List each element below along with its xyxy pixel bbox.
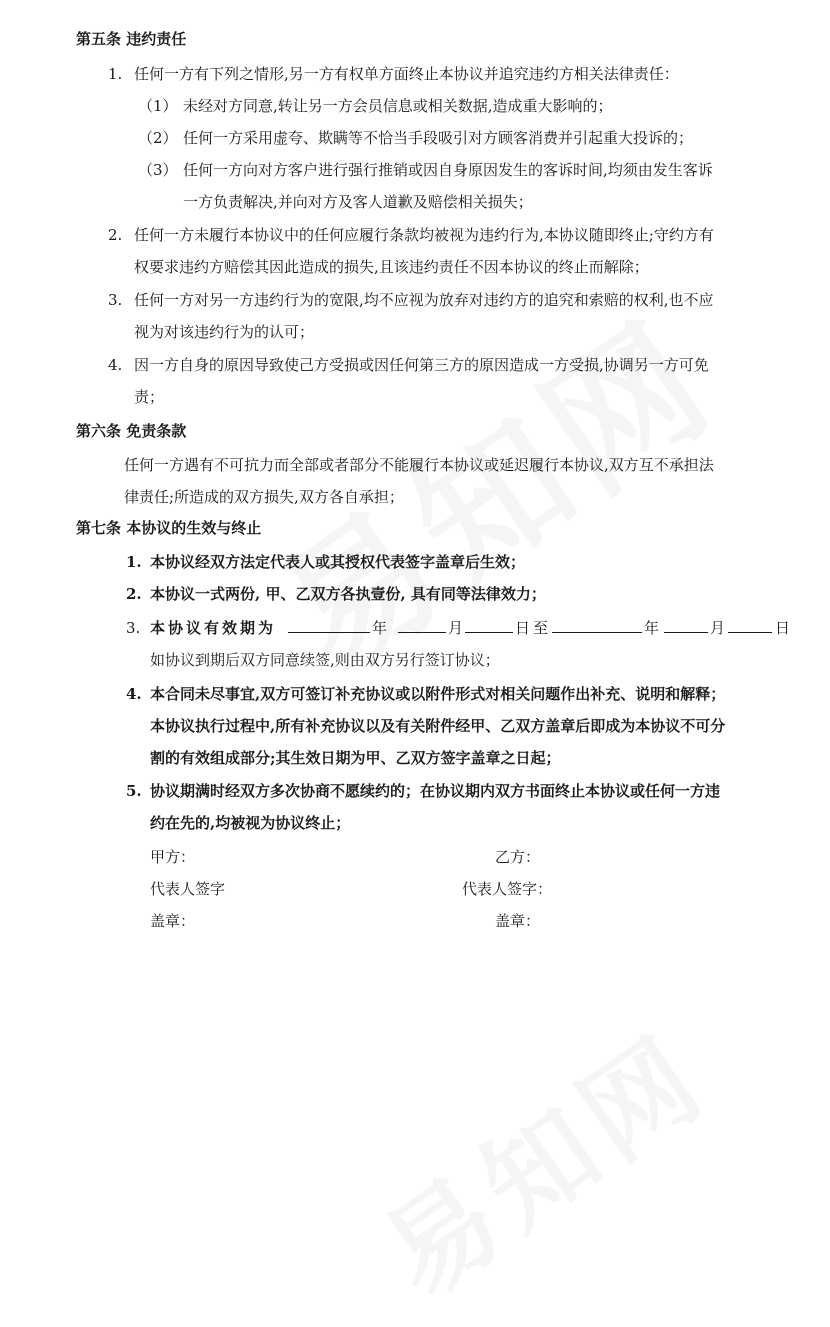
article5-title: 第五条 违约责任 bbox=[76, 30, 187, 48]
article7-item5-text: 协议期满时经双方多次协商不愿续约的；在协议期内双方书面终止本协议或任何一方违 bbox=[150, 782, 721, 800]
month-label-2: 月 bbox=[710, 619, 726, 637]
article7-item5-num: 5. bbox=[126, 782, 142, 800]
year-label-2: 年 bbox=[644, 619, 660, 637]
article6-cont: 律责任;所造成的双方损失,双方各自承担； bbox=[124, 488, 404, 506]
article7-item1-num: 1. bbox=[126, 553, 142, 571]
month-blank-1[interactable] bbox=[398, 618, 446, 633]
article5-sub2-num: （2） bbox=[138, 129, 178, 147]
article5-sub1-num: （1） bbox=[138, 97, 178, 115]
article5-item3-text: 任何一方对另一方违约行为的宽限,均不应视为放弃对违约方的追究和索赔的权利,也不应 bbox=[134, 291, 714, 309]
article7-item1-text: 本协议经双方法定代表人或其授权代表签字盖章后生效； bbox=[150, 553, 526, 571]
day-blank-2[interactable] bbox=[728, 618, 772, 633]
month-label-1: 月 bbox=[448, 619, 464, 637]
article7-title: 第七条 本协议的生效与终止 bbox=[76, 519, 262, 537]
article5-sub2-text: 任何一方采用虚夸、欺瞒等不恰当手段吸引对方顾客消费并引起重大投诉的； bbox=[183, 129, 694, 147]
month-blank-2[interactable] bbox=[664, 618, 708, 633]
rep-b-signature-label: 代表人签字： bbox=[462, 880, 553, 898]
article7-item3-cont: 如协议到期后双方同意续签,则由双方另行签订协议； bbox=[150, 651, 500, 669]
article5-item2-text: 任何一方未履行本协议中的任何应履行条款均被视为违约行为,本协议随即终止;守约方有 bbox=[134, 226, 714, 244]
article5-item3-cont: 视为对该违约行为的认可； bbox=[134, 323, 315, 341]
seal-b-label: 盖章： bbox=[495, 912, 541, 930]
seal-a-label: 盖章： bbox=[150, 912, 196, 930]
article7-item3-lead: 本协议有效期为 bbox=[150, 619, 277, 637]
article5-sub3-cont: 一方负责解决,并向对方及客人道歉及赔偿相关损失； bbox=[183, 193, 533, 211]
article7-item4-text: 本合同未尽事宜,双方可签订补充协议或以附件形式对相关问题作出补充、说明和解释； bbox=[150, 685, 726, 703]
article7-item2-num: 2. bbox=[126, 585, 142, 603]
article5-sub3-num: （3） bbox=[138, 161, 178, 179]
article5-item4-text: 因一方自身的原因导致使己方受损或因任何第三方的原因造成一方受损,协调另一方可免 bbox=[134, 356, 709, 374]
article5-sub1-text: 未经对方同意,转让另一方会员信息或相关数据,造成重大影响的； bbox=[183, 97, 613, 115]
article7-item3-num: 3. bbox=[126, 619, 141, 637]
year-label-1: 年 bbox=[372, 619, 388, 637]
article6-title: 第六条 免责条款 bbox=[76, 422, 187, 440]
article7-item4-num: 4. bbox=[126, 685, 142, 703]
day-blank-1[interactable] bbox=[465, 618, 513, 633]
watermark-bottom bbox=[347, 991, 733, 1327]
article5-item4-num: 4. bbox=[108, 356, 123, 374]
article7-item4-cont2: 割的有效组成部分;其生效日期为甲、乙双方签字盖章之日起； bbox=[150, 749, 561, 767]
article5-sub3-text: 任何一方向对方客户进行强行推销或因自身原因发生的客诉时间,均须由发生客诉 bbox=[183, 161, 713, 179]
party-b-label: 乙方： bbox=[495, 848, 541, 866]
article5-item2-cont: 权要求违约方赔偿其因此造成的损失,且该违约责任不因本协议的终止而解除； bbox=[134, 258, 649, 276]
article5-item4-cont: 责； bbox=[134, 388, 165, 406]
article5-item2-num: 2. bbox=[108, 226, 123, 244]
rep-a-signature-label: 代表人签字 bbox=[150, 880, 226, 898]
article7-item2-text: 本协议一式两份, 甲、乙双方各执壹份, 具有同等法律效力； bbox=[150, 585, 546, 603]
article5-item3-num: 3. bbox=[108, 291, 123, 309]
article7-item4-cont1: 本协议执行过程中,所有补充协议以及有关附件经甲、乙双方盖章后即成为本协议不可分 bbox=[150, 717, 726, 735]
article7-item5-cont: 约在先的,均被视为协议终止； bbox=[150, 814, 351, 832]
day-label-2: 日 bbox=[775, 619, 791, 637]
article5-item1-num: 1. bbox=[108, 65, 123, 83]
year-blank-2[interactable] bbox=[552, 618, 642, 633]
article6-text: 任何一方遇有不可抗力而全部或者部分不能履行本协议或延迟履行本协议,双方互不承担法 bbox=[124, 456, 714, 474]
day-label-1: 日至 bbox=[515, 619, 552, 637]
year-blank-1[interactable] bbox=[288, 618, 370, 633]
article5-item1-text: 任何一方有下列之情形,另一方有权单方面终止本协议并追究违约方相关法律责任： bbox=[134, 65, 679, 83]
party-a-label: 甲方： bbox=[150, 848, 196, 866]
